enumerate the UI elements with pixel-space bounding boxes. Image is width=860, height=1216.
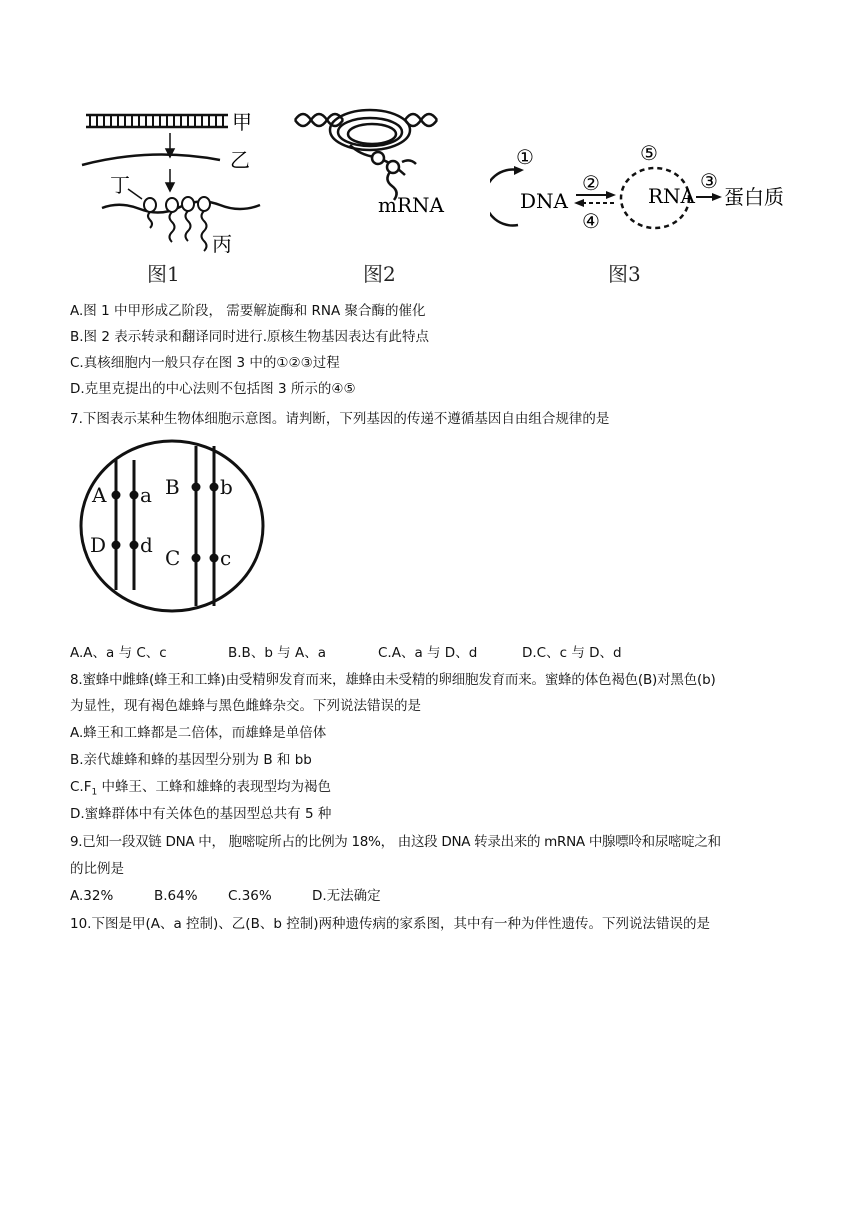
peptide-chains-bing (148, 211, 207, 251)
q7-option-b: B.B、b 与 A、a (228, 645, 326, 661)
q6-option-a: A.图 1 中甲形成乙阶段， 需要解旋酶和 RNA 聚合酶的催化 (70, 303, 426, 319)
fig1-arrows (166, 133, 174, 191)
q10-stem: 10.下图是甲(A、a 控制)、乙(B、b 控制)两种遗传病的家系图，其中有一种为伴性遗传。下列说法错误的是 (70, 916, 710, 932)
fig1-label-ding: 丁 (110, 173, 130, 197)
q9-option-c: C.36% (228, 888, 272, 904)
figure-2-coupled-transcription-translation (290, 100, 450, 225)
replication-loop (490, 170, 518, 226)
fig2-label-mrna: mRNA (378, 193, 444, 217)
fig3-protein: 蛋白质 (724, 185, 784, 209)
q8-option-c (70, 777, 331, 803)
q7-cell-diagram (78, 438, 268, 614)
gene-label-B: B (165, 475, 180, 499)
fig3-num-3: ③ (700, 169, 718, 193)
gene-label-b: b (220, 475, 233, 499)
q8-option-c-subscript: 1 (91, 787, 98, 798)
q8-option-b: B.亲代雄蜂和蜂的基因型分别为 B 和 bb (70, 752, 312, 768)
gene-label-c: c (220, 546, 232, 570)
dna-coils (295, 110, 437, 150)
dna-ladder-jia (86, 115, 228, 127)
fig1-label-bing: 丙 (212, 232, 232, 255)
gene-label-A: A (92, 483, 107, 507)
fig3-num-2: ② (582, 171, 600, 195)
gene-label-a: a (140, 483, 152, 507)
q8-option-a: A.蜂王和工蜂都是二倍体，而雄蜂是单倍体 (70, 725, 327, 741)
figure-1-caption: 图1 (147, 262, 180, 286)
figure-2-caption: 图2 (363, 262, 396, 286)
gene-label-d: d (140, 533, 153, 557)
fig3-num-5: ⑤ (640, 141, 658, 165)
gene-label-C: C (165, 546, 181, 570)
mrna-strand-yi (82, 155, 220, 165)
q6-option-c: C.真核细胞内一般只存在图 3 中的①②③过程 (70, 355, 340, 371)
q9-stem-line-2: 的比例是 (70, 861, 124, 877)
fig3-num-4: ④ (582, 209, 600, 233)
q9-option-a: A.32% (70, 888, 114, 904)
fig3-rna: RNA (648, 184, 696, 208)
fig3-dna: DNA (520, 189, 568, 213)
q8-option-c-text: 中蜂王、工蜂和雄蜂的表现型均为褐色 (97, 779, 332, 795)
q9-options (70, 886, 381, 906)
q8-option-d: D.蜜蜂群体中有关体色的基因型总共有 5 种 (70, 806, 332, 822)
q8-stem-line-2: 为显性，现有褐色雄蜂与黑色雌蜂杂交。下列说法错误的是 (70, 698, 421, 714)
q7-option-a: A.A、a 与 C、c (70, 645, 167, 661)
q8-stem-line-1: 8.蜜蜂中雌蜂(蜂王和工蜂)由受精卵发育而来，雄蜂由未受精的卵细胞发育而来。蜜蜂的体色褐色(B)对黑色(b) (70, 672, 716, 688)
gene-label-D: D (90, 533, 107, 557)
q7-options (70, 643, 622, 663)
chromosome-pair-2 (196, 446, 214, 606)
q9-option-b: B.64% (154, 888, 198, 904)
q6-option-d: D.克里克提出的中心法则不包括图 3 所示的④⑤ (70, 381, 356, 397)
fig1-label-yi: 乙 (230, 148, 250, 172)
q6-option-b: B.图 2 表示转录和翻译同时进行.原核生物基因表达有此特点 (70, 329, 430, 345)
fig3-num-1: ① (516, 145, 534, 169)
figure-3-central-dogma (490, 140, 800, 235)
q9-option-d: D.无法确定 (312, 888, 381, 904)
figure-1-transcription-translation (80, 105, 280, 255)
q7-option-c: C.A、a 与 D、d (378, 645, 478, 661)
q7-stem: 7.下图表示某种生物体细胞示意图。请判断，下列基因的传递不遵循基因自由组合规律的是 (70, 411, 610, 427)
figure-3-caption: 图3 (608, 262, 641, 286)
cell-membrane (81, 441, 263, 611)
fig1-label-jia: 甲 (232, 110, 252, 134)
q8-option-c-prefix: C.F (70, 779, 92, 795)
q7-option-d: D.C、c 与 D、d (522, 645, 622, 661)
mrna-tail-with-ribosomes (350, 145, 416, 200)
q9-stem-line-1: 9.已知一段双链 DNA 中， 胞嘧啶所占的比例为 18%， 由这段 DNA 转录出来的 mRNA 中腺嘌呤和尿嘧啶之和 (70, 834, 721, 850)
mrna-with-ribosomes (102, 201, 260, 212)
ribosomes (144, 197, 210, 212)
chromosome-pair-1 (116, 460, 134, 590)
